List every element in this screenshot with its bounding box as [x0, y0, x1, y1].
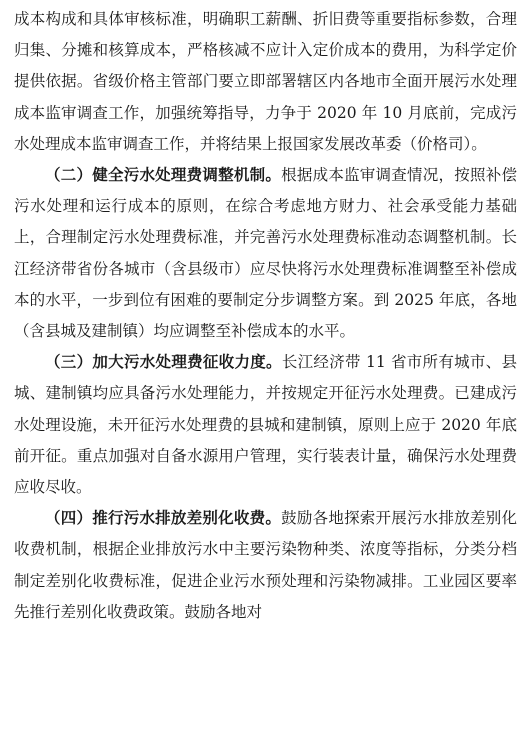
paragraph-text: 成本构成和具体审核标准，明确职工薪酬、折旧费等重要指标参数，合理归集、分摊和核算成本，严格核减不应计入定价成本的费用，为科学定价提供依据。省级价格主管部门要立即部署辖区内各地市全面开展污水处理成本监审调查工作，加强统筹指导，力争于 2020 年 10 月底前，完成污水处理成本监审调查工作，并将结果上报国家发展改革委（价格司）。: [14, 10, 517, 153]
paragraph-text: 鼓励各地探索开展污水排放差别化收费机制，根据企业排放污水中主要污染物种类、浓度等指标，分类分档制定差别化收费标准，促进企业污水预处理和污染物减排。工业园区要率先推行差别化收费政策。鼓励各地对: [14, 509, 517, 621]
paragraph-text: 根据成本监审调查情况，按照补偿污水处理和运行成本的原则，在综合考虑地方财力、社会承受能力基础上，合理制定污水处理费标准，并完善污水处理费标准动态调整机制。长江经济带省份各城市（含县级市）应尽快将污水处理费标准调整至补偿成本的水平，一步到位有困难的要制定分步调整方案。到 2025 年底，各地（含县城及建制镇）均应调整至补偿成本的水平。: [14, 166, 517, 341]
section-heading: （四）推行污水排放差别化收费。: [45, 509, 282, 528]
paragraph-differentiated-charging: [14, 503, 517, 628]
paragraph-collection-effort: [14, 347, 517, 503]
paragraph-adjustment-mechanism: [14, 160, 517, 347]
paragraph-text: 长江经济带 11 省市所有城市、县城、建制镇均应具备污水处理能力，并按规定开征污水处理费。已建成污水处理设施，未开征污水处理费的县城和建制镇，原则上应于 2020 年底前开征。重点加强对自备水源用户管理，实行装表计量，确保污水处理费应收尽收。: [14, 353, 517, 497]
section-heading: （三）加大污水处理费征收力度。: [45, 353, 282, 372]
section-heading: （二）健全污水处理费调整机制。: [45, 166, 282, 185]
paragraph-cost-audit: [14, 4, 517, 160]
